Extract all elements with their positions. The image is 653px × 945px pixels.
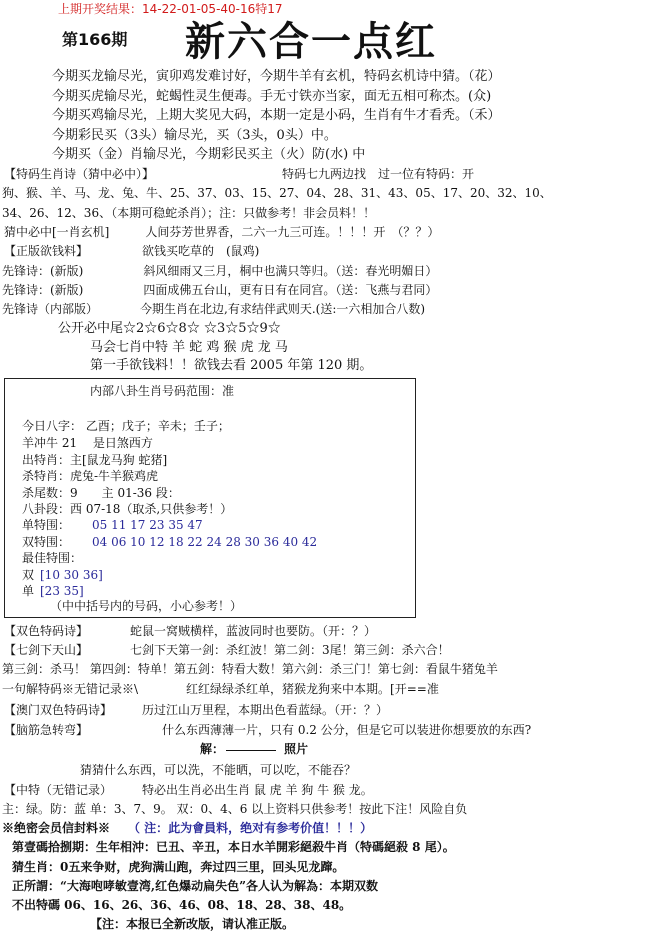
- bagua-kill: 杀特肖：虎兔-牛羊猴鸡虎: [22, 469, 159, 483]
- bagua-note: （中中括号内的号码，小心参考！）: [50, 599, 243, 613]
- brain-question: 什么东西薄薄一片，只有 0.2 公分，但是它可以装进你想要放的东西?: [162, 723, 532, 737]
- bagua-chong: 羊冲牛 21 是日煞西方: [22, 436, 153, 450]
- seven-swords-line2: 第三剑：杀马！ 第四剑：特单！第五剑：特看大数！第六剑：杀三门！第七剑：看鼠牛猪兔羊: [2, 662, 498, 676]
- bagua-single-label: 单特围：: [22, 518, 71, 532]
- bagua-shuang-numbers: [10 30 36]: [40, 568, 103, 582]
- gold-line: 不出特碼 06、16、26、36、46、08、18、28、38、48。: [12, 898, 352, 912]
- brain-answer-label: 解：: [200, 742, 225, 756]
- bagua-out: 出特肖：主[鼠龙马狗 蛇猪]: [22, 453, 168, 467]
- pioneer-poem: 先锋诗（内部版） 今期生肖在北边,有求结伴武则天.(送:一六相加合八数): [2, 302, 426, 316]
- vip-note: （ 注：此为會員料，绝对有参考价值！！！）: [128, 821, 373, 835]
- poem-line: 今期买龙输尽光，寅卯鸡发难讨好，今期牛羊有玄机，特码玄机诗中猜。（花）: [52, 69, 501, 84]
- vip-label: ※绝密会员信封料※: [2, 821, 111, 835]
- riddle-line: 猜猜什么东西，可以洗，不能晒，可以吃，不能吞？: [80, 763, 357, 777]
- bagua-tail: 杀尾数：9 主 01-36 段：: [22, 486, 180, 500]
- bagua-single-numbers: 05 11 17 23 35 47: [92, 518, 203, 532]
- guess-line: 猜中必中[一肖玄机] 人间芬芳世界香，二六一九三可连。！！！开 （？？）: [4, 225, 440, 239]
- bagua-double-numbers: 04 06 10 12 18 22 24 28 30 36 40 42: [92, 535, 318, 549]
- bagua-bazi: 今日八字： 乙酉；戊子；辛未；壬子；: [22, 419, 230, 433]
- bagua-title: 内部八卦生肖号码范围：准: [90, 384, 235, 398]
- answer-rule: [226, 750, 276, 751]
- special-zodiac-line2: 狗、猴、羊、马、龙、兔、牛、25、37、03、15、27、04、28、31、43、05、17、20、32、10、: [2, 186, 552, 200]
- footer-note: 【注：本报已全新改版，请认准正版。: [90, 917, 295, 931]
- pioneer-poem: 先锋诗：(新版) 四面成佛五台山，更有日有在同宫。（送：飞燕与君同）: [2, 283, 438, 297]
- special-zodiac-line1: 特码七九两边找 过一位有特码：开: [282, 167, 475, 181]
- poem-line: 今期买鸡输尽光，上期大奖见大码，本期一定是小码，生肖有牛才看秃。（禾）: [52, 108, 501, 123]
- bagua-double-label: 双特围：: [22, 535, 71, 549]
- gold-line: 第壹碼拾捌期：生年相沖：已丑、辛丑，本日水羊開彩絕殺牛肖（特碼絕殺 8 尾）。: [12, 840, 455, 854]
- horse-line: 马会七肖中特 羊 蛇 鸡 猴 虎 龙 马: [90, 340, 288, 355]
- poem-line: 今期买虎输尽光，蛇蝎性灵生便毒。手无寸铁亦当家，面无五相可称杰。(众): [52, 89, 492, 104]
- bagua-best-label: 最佳特围：: [22, 551, 83, 565]
- seven-swords-line3: 一句解特码※无错记录※\ 红红绿绿杀红单，猪猴龙狗来中本期。[开==准: [2, 682, 439, 696]
- macau-poem: 【澳门双色特码诗】 历过江山万里程，本期出色看蓝绿。（开：？）: [4, 703, 389, 717]
- first-hand-line: 第一手欲钱料！！欲钱去看 2005 年第 120 期。: [90, 358, 373, 373]
- gold-line: 猜生肖：0五来争财，虎狗满山跑，奔过四三里，回头见龙蹿。: [12, 860, 345, 874]
- public-stars: 公开必中尾☆2☆6☆8☆ ☆3☆5☆9☆: [58, 321, 281, 336]
- poem-line: 今期买（金）肖输尽光，今期彩民买主（火）防(水) 中: [52, 147, 366, 162]
- issue-number: 第166期: [62, 30, 128, 49]
- special-zodiac-line3: 34、26、12、36、（本期可稳蛇杀肖）；注：只做参考！非会员料！！: [2, 206, 376, 220]
- seven-swords-line1: 【七剑下天山】 七剑下天第一剑：杀红波！第二剑：3尾！第三剑：杀六合！: [4, 643, 450, 657]
- pioneer-poem: 先锋诗：(新版) 斜风细雨又三月，桐中也满只等归。（送：春光明媚日）: [2, 264, 438, 278]
- zhongte-line2: 主：绿。防：蓝 单：3、7、9。 双：0、4、6 以上资料只供参考！按此下注！风险自负: [2, 802, 468, 816]
- bagua-shuang-label: 双: [22, 568, 35, 582]
- poem-line: 今期彩民买（3头）输尽光，买（3头，0头）中。: [52, 128, 337, 143]
- brain-answer: 照片: [284, 742, 309, 756]
- special-zodiac-title: 【特码生肖诗（猜中必中）】: [4, 167, 155, 181]
- brain-label: 【脑筋急转弯】: [4, 723, 89, 737]
- last-draw-result: 上期开奖结果：14-22-01-05-40-16特17: [58, 2, 283, 16]
- bagua-dan-label: 单: [22, 584, 35, 598]
- bagua-section: 八卦段：西 07-18（取杀,只供参考！）: [22, 502, 233, 516]
- zhengban-line: 【正版欲钱料】 欲钱买吃草的 (鼠鸡): [4, 244, 260, 258]
- bagua-dan-numbers: [23 35]: [40, 584, 84, 598]
- gold-line: 正所謂：“大海咆哮敏壹湾,红色爆动扁失色”各人认为解為：本期双数: [12, 879, 378, 893]
- zhongte-line1: 【中特（无错记录） 特必出生肖必出生肖 鼠 虎 羊 狗 牛 猴 龙。: [4, 783, 373, 797]
- double-color-poem: 【双色特码诗】 蛇鼠一窝贼横样，蓝波同时也要防。（开：？）: [4, 624, 377, 638]
- page-title: 新六合一点红: [185, 18, 437, 65]
